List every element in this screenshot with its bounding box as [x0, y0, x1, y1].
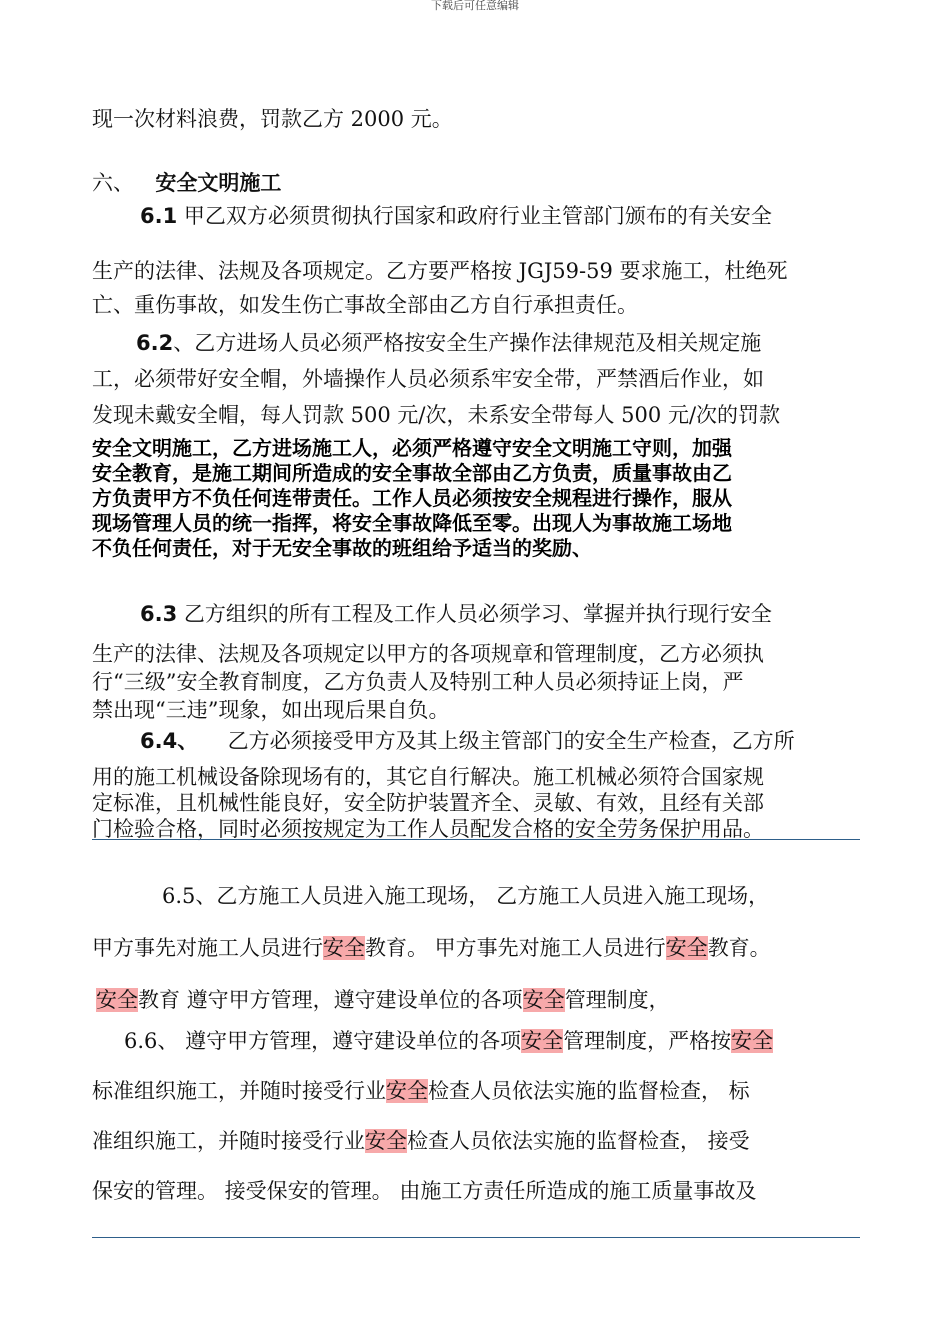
paragraph-6-5: [92, 870, 858, 1026]
text-line: 不负任何责任，对于无安全事故的班组给予适当的奖励、: [92, 536, 592, 560]
section-heading: [92, 168, 858, 198]
section-number: 六、: [92, 171, 134, 195]
text-fragment: 管理制度，严格按: [563, 1029, 732, 1053]
text-line: 保安的管理。 接受保安的管理。 由施工方责任所造成的施工质量事故及: [92, 1179, 757, 1203]
text-line: 乙方组织的所有工程及工作人员必须学习、掌握并执行现行安全: [183, 602, 772, 626]
text-line: 生产的法律、法规及各项规定以甲方的各项规章和管理制度，乙方必须执: [92, 642, 764, 666]
clause-number: 6.1: [140, 204, 178, 228]
text-fragment: 甲方事先对施工人员进行: [92, 936, 323, 960]
paragraph-6-1-cont: [92, 254, 858, 322]
text-line: 方负责甲方不负任何连带责任。工作人员必须按安全规程进行操作，服从: [92, 486, 732, 510]
text-line: 行“三级”安全教育制度，乙方负责人及特别工种人员必须持证上岗，严: [92, 670, 744, 694]
divider-line: [92, 839, 860, 840]
text-line: 安全文明施工，乙方进场施工人，必须严格遵守安全文明施工守则，加强: [92, 436, 732, 460]
highlight-term: 安全: [365, 1129, 407, 1153]
text-line: 发现未戴安全帽，每人罚款 500 元/次，未系安全带每人 500 元/次的罚款: [92, 403, 781, 427]
text-line: 用的施工机械设备除现场有的，其它自行解决。施工机械必须符合国家规: [92, 765, 764, 789]
paragraph-6-2: [92, 325, 858, 433]
text-line: 生产的法律、法规及各项规定。乙方要严格按 JGJ59-59 要求施工，杜绝死: [92, 259, 788, 283]
clause-number: 6.4、: [140, 729, 199, 753]
text-fragment: 检查人员依法实施的监督检查， 接受: [407, 1129, 750, 1153]
text-fragment: 检查人员依法实施的监督检查， 标: [428, 1079, 750, 1103]
clause-number: 6.2: [136, 331, 174, 355]
paragraph-6-3: [92, 598, 858, 630]
text-fragment: 准组织施工，并随时接受行业: [92, 1129, 365, 1153]
text-fragment: 教育。 甲方事先对施工人员进行: [365, 936, 666, 960]
page-header: 下载后可任意编辑: [431, 0, 519, 12]
highlight-term: 安全: [521, 1029, 564, 1053]
text-fragment: 6.6、 遵守甲方管理，遵守建设单位的各项: [124, 1029, 522, 1053]
text-line: 禁出现“三违”现象，如出现后果自负。: [92, 698, 450, 722]
paragraph-6-3-cont: [92, 640, 858, 724]
paragraph-6-4-cont: [92, 764, 858, 842]
paragraph-intro: [92, 104, 858, 134]
highlight-term: 安全: [522, 988, 565, 1012]
text-fragment: 标准组织施工，并随时接受行业: [92, 1079, 386, 1103]
section-title: 安全文明施工: [155, 171, 282, 195]
text-line: 现场管理人员的统一指挥，将安全事故降低至零。出现人为事故施工场地: [92, 511, 732, 535]
text-line: 工，必须带好安全帽，外墙操作人员必须系牢安全带，严禁酒后作业，如: [92, 367, 764, 391]
text-line: 乙方必须接受甲方及其上级主管部门的安全生产检查，乙方所: [227, 729, 795, 753]
text-line: 甲乙双方必须贯彻执行国家和政府行业主管部门颁布的有关安全: [183, 204, 772, 228]
text-line: 现一次材料浪费，罚款乙方 2000 元。: [92, 107, 453, 131]
paragraph-6-1: [92, 201, 858, 231]
highlight-term: 安全: [665, 936, 708, 960]
highlight-term: 安全: [96, 988, 138, 1012]
text-line: 定标准，且机械性能良好，安全防护装置齐全、灵敏、有效，且经有关部: [92, 791, 764, 815]
text-line: 亡、重伤事故，如发生伤亡事故全部由乙方自行承担责任。: [92, 293, 638, 317]
bold-paragraph: [92, 436, 858, 561]
text-line: 门检验合格，同时必须按规定为工作人员配发合格的安全劳务保护用品。: [92, 817, 764, 841]
paragraph-6-4: [92, 726, 858, 756]
text-line: 6.5、乙方施工人员进入施工现场， 乙方施工人员进入施工现场，: [162, 884, 770, 908]
paragraph-6-6: [92, 1016, 858, 1216]
clause-number: 6.3: [140, 602, 178, 626]
highlight-term: 安全: [731, 1029, 774, 1053]
highlight-term: 安全: [386, 1079, 428, 1103]
text-fragment: 教育 遵守甲方管理，遵守建设单位的各项: [138, 988, 523, 1012]
text-fragment: 教育。: [707, 936, 771, 960]
divider-line: [92, 1237, 860, 1238]
text-line: 、乙方进场人员必须严格按安全生产操作法律规范及相关规定施: [173, 331, 762, 355]
text-fragment: 管理制度，: [564, 988, 670, 1012]
text-line: 安全教育，是施工期间所造成的安全事故全部由乙方负责，质量事故由乙: [92, 461, 732, 485]
highlight-term: 安全: [323, 936, 365, 960]
